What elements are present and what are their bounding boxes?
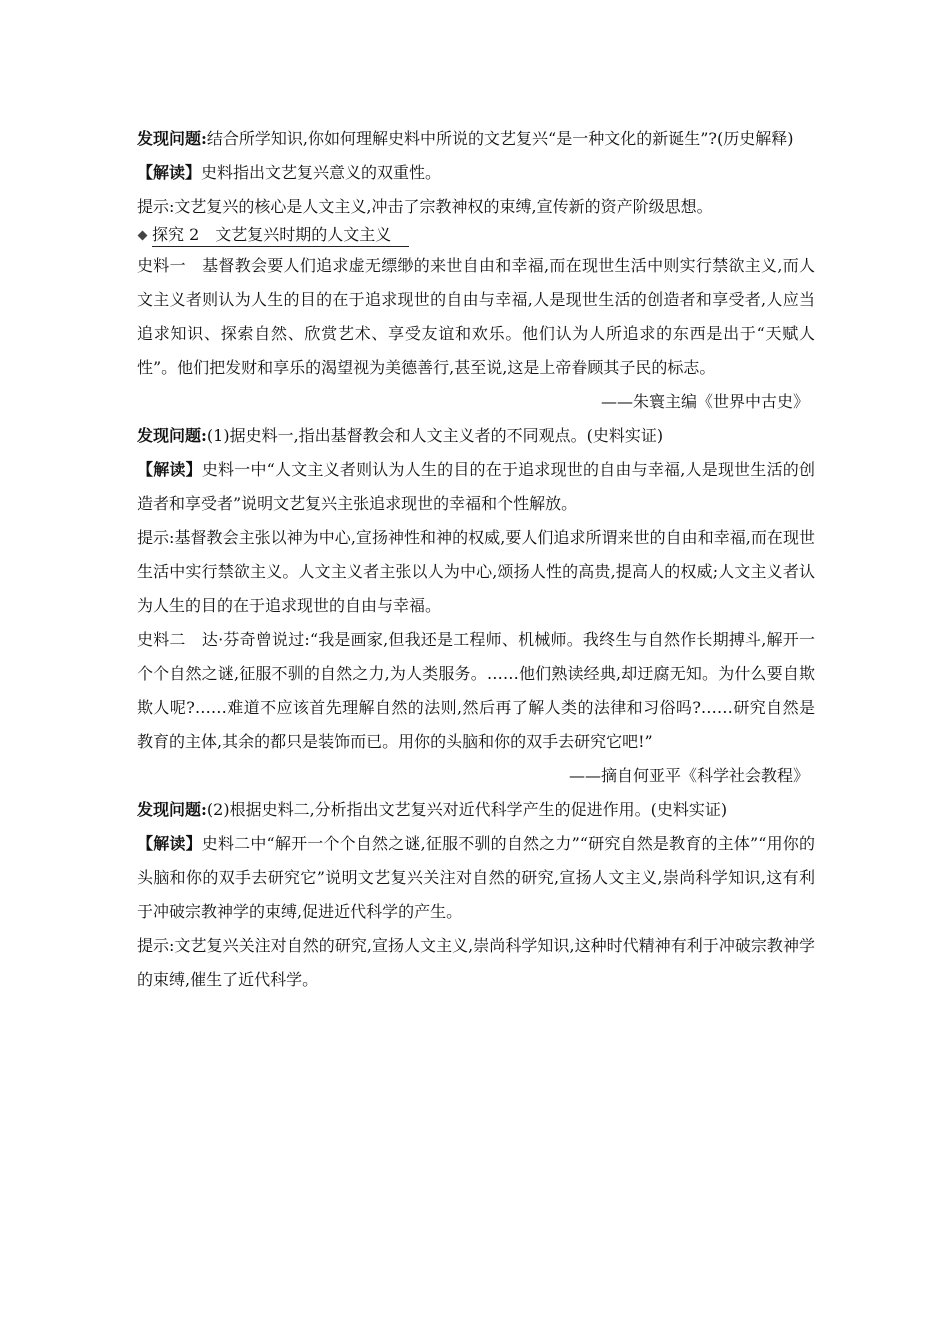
question-3-label: 发现问题: <box>137 800 207 819</box>
question-3 <box>137 793 815 827</box>
hint-2: 提示:基督教会主张以神为中心,宣扬神性和神的权威,要人们追求所谓来世的自由和幸福,而在现世生活中实行禁欲主义。人文主义者主张以人为中心,颂扬人性的高贵,提高人的权威;人文主义者认为人生的目的在于追求现世的自由与幸福。 <box>137 528 815 615</box>
interpretation-1 <box>137 156 815 190</box>
interpretation-2-text: 史料一中“人文主义者则认为人生的目的在于追求现世的自由与幸福,人是现世生活的创造者和享受者”说明文艺复兴主张追求现世的幸福和个性解放。 <box>137 460 815 513</box>
question-1 <box>137 122 815 156</box>
question-2 <box>137 419 815 453</box>
material-2-source: ——摘自何亚平《科学社会教程》 <box>568 766 809 785</box>
hint-1: 提示:文艺复兴的核心是人文主义,冲击了宗教神权的束缚,宣传新的资产阶级思想。 <box>137 197 713 216</box>
material-1: 史料一 基督教会要人们追求虚无缥缈的来世自由和幸福,而在现世生活中则实行禁欲主义,而人文主义者则认为人生的目的在于追求现世的自由与幸福,人是现世生活的创造者和享受者,人应当追求知识、探索自然、欣赏艺术、享受友谊和欢乐。他们认为人所追求的东西是出于“天赋人性”。他们把发财和享乐的渴望视为美德善行,甚至说,这是上帝眷顾其子民的标志。 <box>137 256 815 377</box>
interpretation-2 <box>137 453 815 521</box>
interpretation-1-label: 【解读】 <box>137 163 202 182</box>
question-1-label: 发现问题: <box>137 129 207 148</box>
document-body <box>137 122 815 997</box>
question-1-text: 结合所学知识,你如何理解史料中所说的文艺复兴“是一种文化的新诞生”?(历史解释) <box>206 129 794 148</box>
section-2-heading <box>137 224 815 247</box>
interpretation-3-text: 史料二中“解开一个个自然之谜,征服不驯的自然之力”“研究自然是教育的主体”“用你的头脑和你的双手去研究它”说明文艺复兴关注对自然的研究,宣扬人文主义,崇尚科学知识,这有利于冲破宗教神学的束缚,促进近代科学的产生。 <box>137 834 815 921</box>
question-2-text: (1)据史料一,指出基督教会和人文主义者的不同观点。(史料实证) <box>206 426 664 445</box>
material-1-source: ——朱寰主编《世界中古史》 <box>600 392 809 411</box>
diamond-bullet-icon <box>138 231 148 241</box>
interpretation-3-label: 【解读】 <box>137 834 202 853</box>
interpretation-3 <box>137 827 815 929</box>
material-2: 史料二 达·芬奇曾说过:“我是画家,但我还是工程师、机械师。我终生与自然作长期搏斗,解开一个个自然之谜,征服不驯的自然之力,为人类服务。……他们熟读经典,却迂腐无知。为什么要自欺欺人呢?……难道不应该首先理解自然的法则,然后再了解人类的法律和习俗吗?……研究自然是教育的主体,其余的都只是装饰而已。用你的头脑和你的双手去研究它吧!” <box>137 630 815 751</box>
question-2-label: 发现问题: <box>137 426 207 445</box>
question-3-text: (2)根据史料二,分析指出文艺复兴对近代科学产生的促进作用。(史料实证) <box>206 800 728 819</box>
interpretation-1-text: 史料指出文艺复兴意义的双重性。 <box>201 163 442 182</box>
interpretation-2-label: 【解读】 <box>137 460 202 479</box>
section-2-title: 探究 2 文艺复兴时期的人文主义 <box>152 224 409 247</box>
hint-3: 提示:文艺复兴关注对自然的研究,宣扬人文主义,崇尚科学知识,这种时代精神有利于冲破宗教神学的束缚,催生了近代科学。 <box>137 936 815 989</box>
